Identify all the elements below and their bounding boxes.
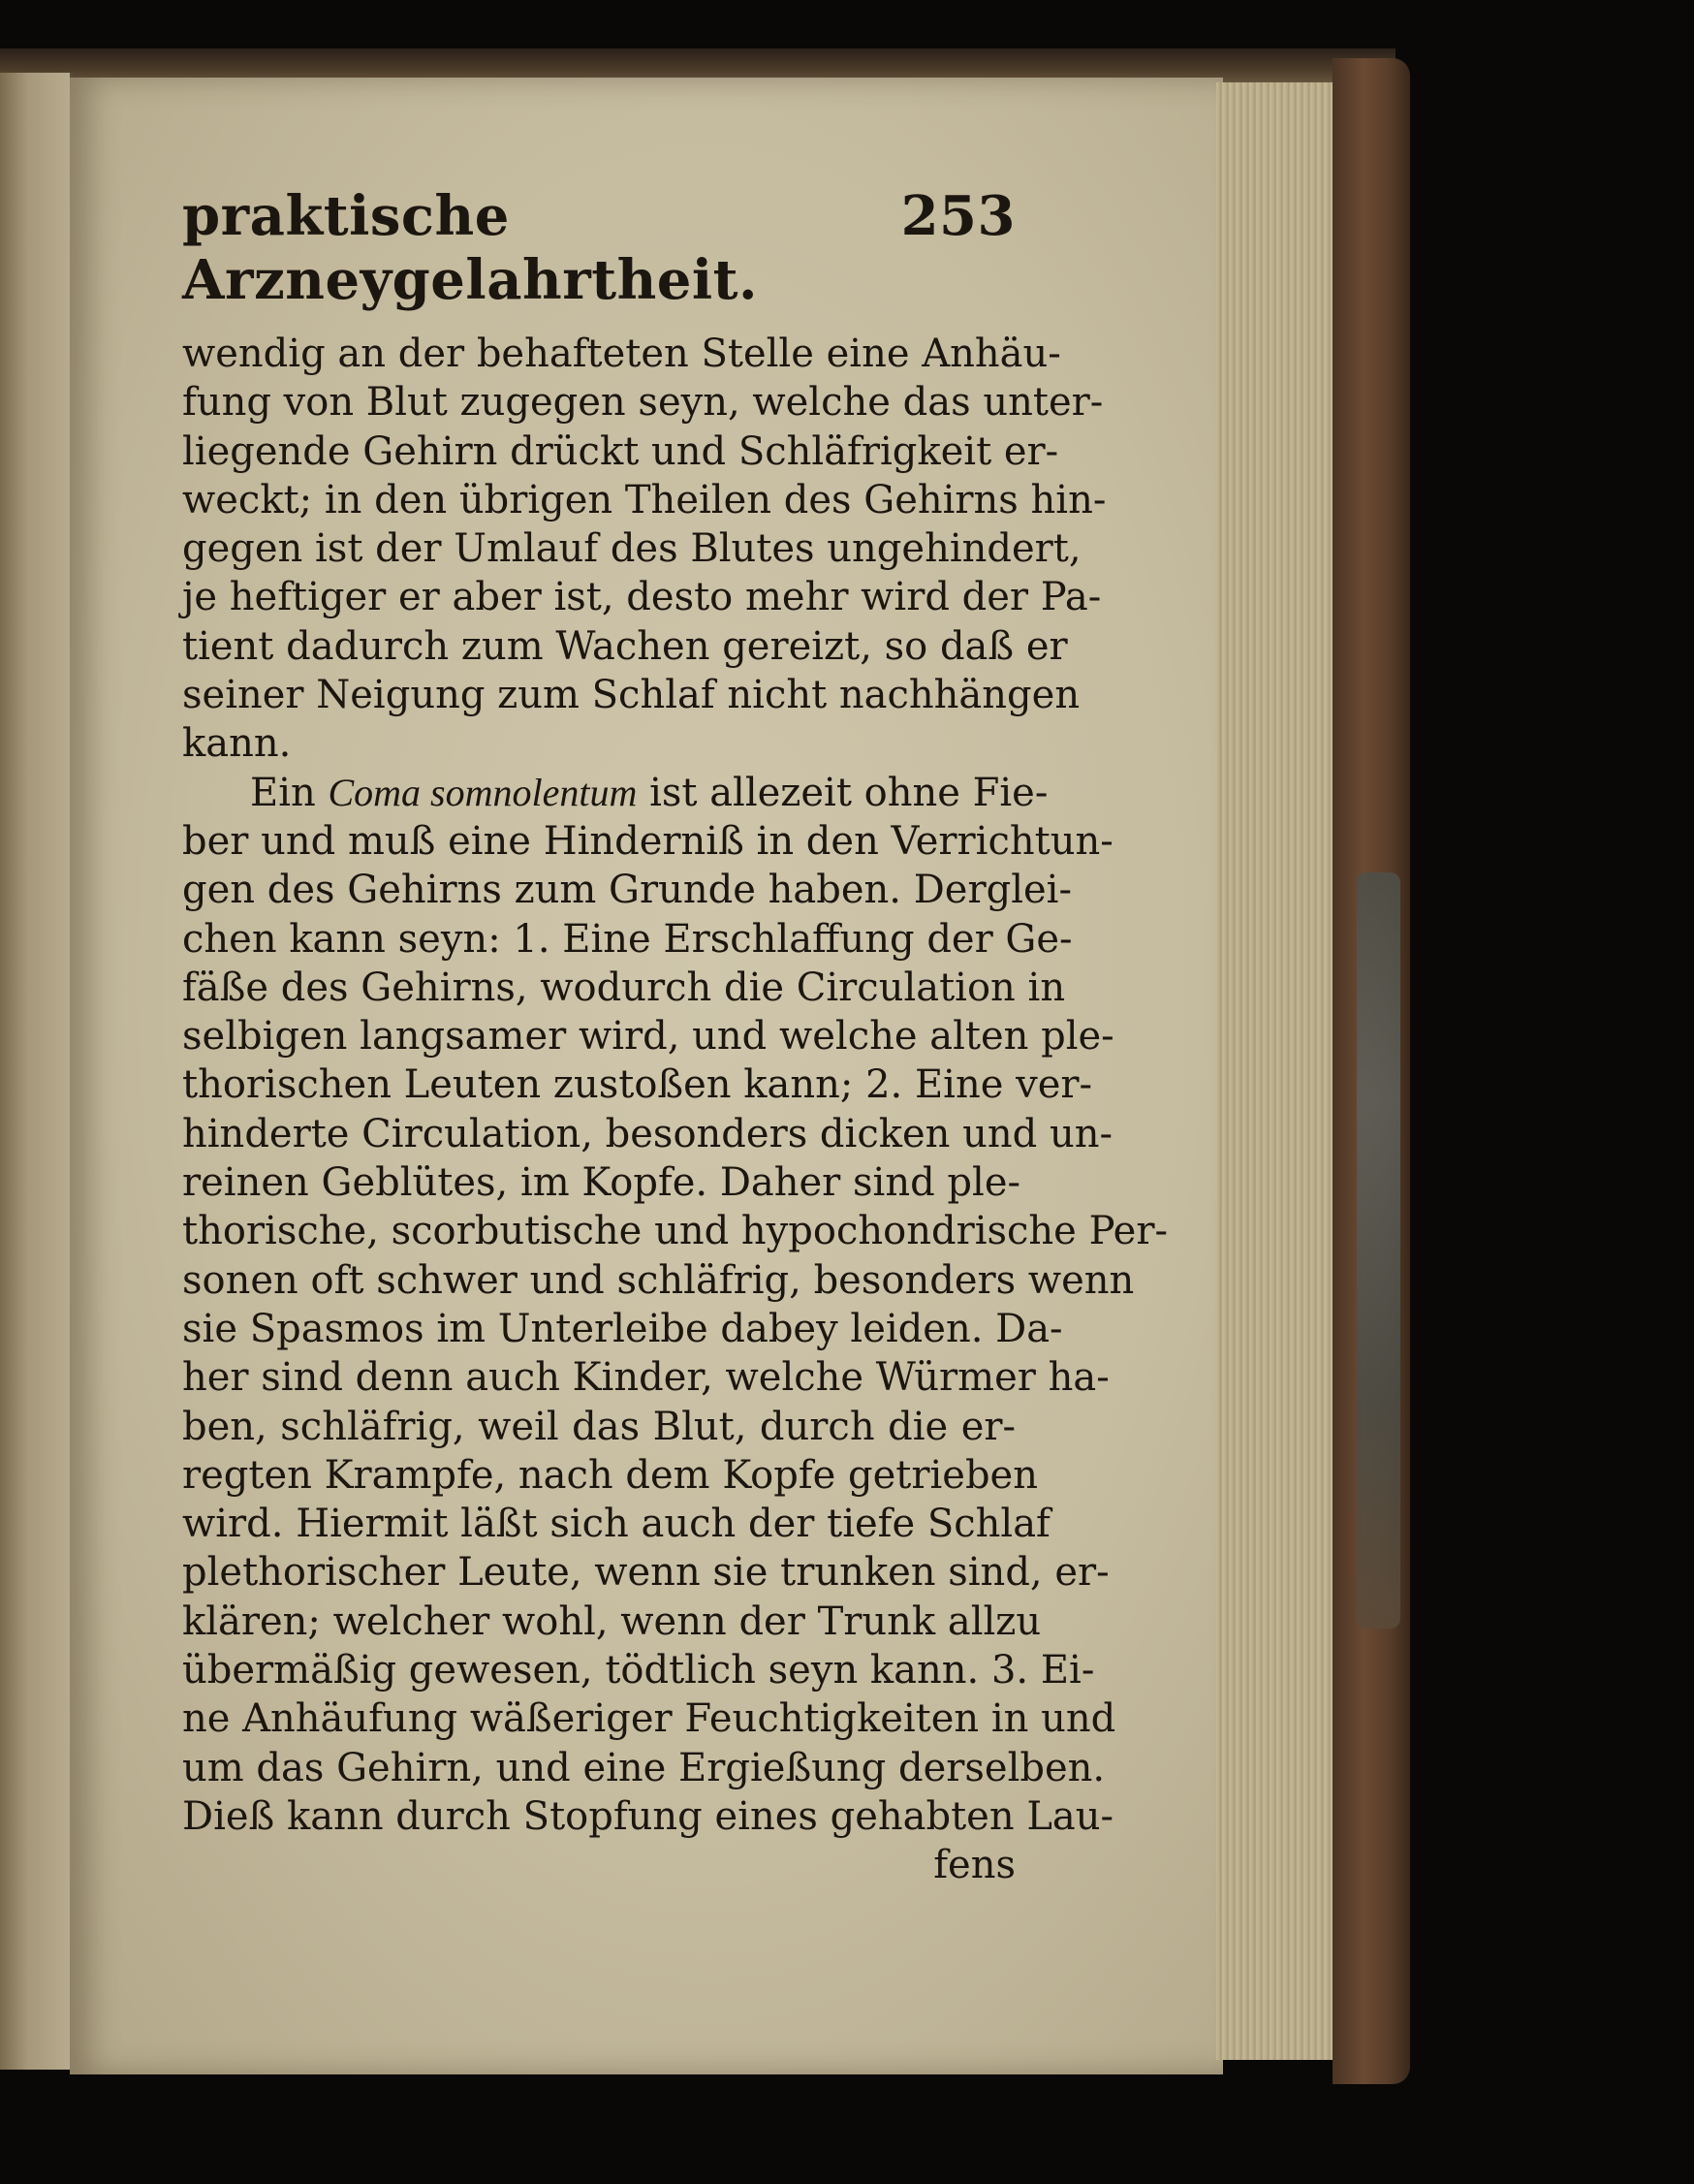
cover-wear-mark [1357,872,1400,1629]
text-line: regten Krampfe, nach dem Kopfe getrieben [182,1452,1038,1498]
text-line: chen kann seyn: 1. Eine Erschlaffung der Ge- [182,916,1073,962]
text-line: ne Anhäufung wäßeriger Feuchtigkeiten in und [182,1696,1116,1742]
catchword: fens [933,1843,1016,1888]
text-line: gen des Gehirns zum Grunde haben. Derglei- [182,868,1072,913]
text-line: klären; welcher wohl, wenn der Trunk allzu [182,1598,1042,1644]
page-number: 253 [900,184,1016,248]
running-header [182,184,1016,312]
text-line: ben, schläfrig, weil das Blut, durch die er- [182,1404,1016,1449]
text-line: wird. Hiermit läßt sich auch der tiefe Schlaf [182,1502,1051,1547]
latin-term: Coma somnolentum [328,770,638,814]
page-text [182,184,1168,1890]
text-line: her sind denn auch Kinder, welche Würmer ha- [182,1355,1110,1401]
text-line: wendig an der behafteten Stelle eine Anhäu- [182,332,1061,376]
previous-page-edge [0,73,73,2070]
text-line: ber und muß eine Hinderniß in den Verrichtun- [182,818,1114,864]
text-line: weckt; in den übrigen Theilen des Gehirns hin- [182,477,1107,522]
text-line: um das Gehirn, und eine Ergießung derselben. [182,1745,1106,1790]
text-line: thorische, scorbutische und hypochondrische Per- [182,1209,1168,1254]
text-line: fung von Blut zugegen seyn, welche das unter- [182,380,1104,426]
text-line: Dieß kann durch Stopfung eines gehabten Lau- [182,1793,1114,1839]
text-line: sie Spasmos im Unterleibe dabey leiden. Da- [182,1306,1063,1351]
text-line: reinen Geblütes, im Kopfe. Daher sind ple- [182,1160,1020,1206]
text-line: thorischen Leuten zustoßen kann; 2. Eine ver- [182,1062,1093,1108]
text-fragment: Ein [250,770,316,815]
text-line: fäße des Gehirns, wodurch die Circulation in [182,965,1066,1010]
text-line: liegende Gehirn drückt und Schläfrigkeit er- [182,428,1059,474]
text-line: hinderte Circulation, besonders dicken und un- [182,1111,1113,1156]
text-line: sonen oft schwer und schläfrig, besonders wenn [182,1257,1135,1303]
page-stack-edges [1216,82,1336,2060]
text-line: je heftiger er aber ist, desto mehr wird der Pa- [182,575,1102,620]
text-line: kann. [182,721,292,767]
text-line: tient dadurch zum Wachen gereizt, so daß er [182,623,1068,669]
text-line: seiner Neigung zum Schlaf nicht nachhängen [182,673,1081,718]
text-line: übermäßig gewesen, tödtlich seyn kann. 3. Ei- [182,1648,1095,1693]
running-title: praktische Arzneygelahrtheit. [182,184,759,312]
text-fragment: ist allezeit ohne Fie- [649,770,1049,815]
paragraph-opening-line [182,769,1049,817]
text-line: gegen ist der Umlauf des Blutes ungehindert, [182,526,1082,572]
text-line: plethorischer Leute, wenn sie trunken sind, er- [182,1550,1110,1596]
text-line: selbigen langsamer wird, und welche alten ple- [182,1014,1114,1060]
